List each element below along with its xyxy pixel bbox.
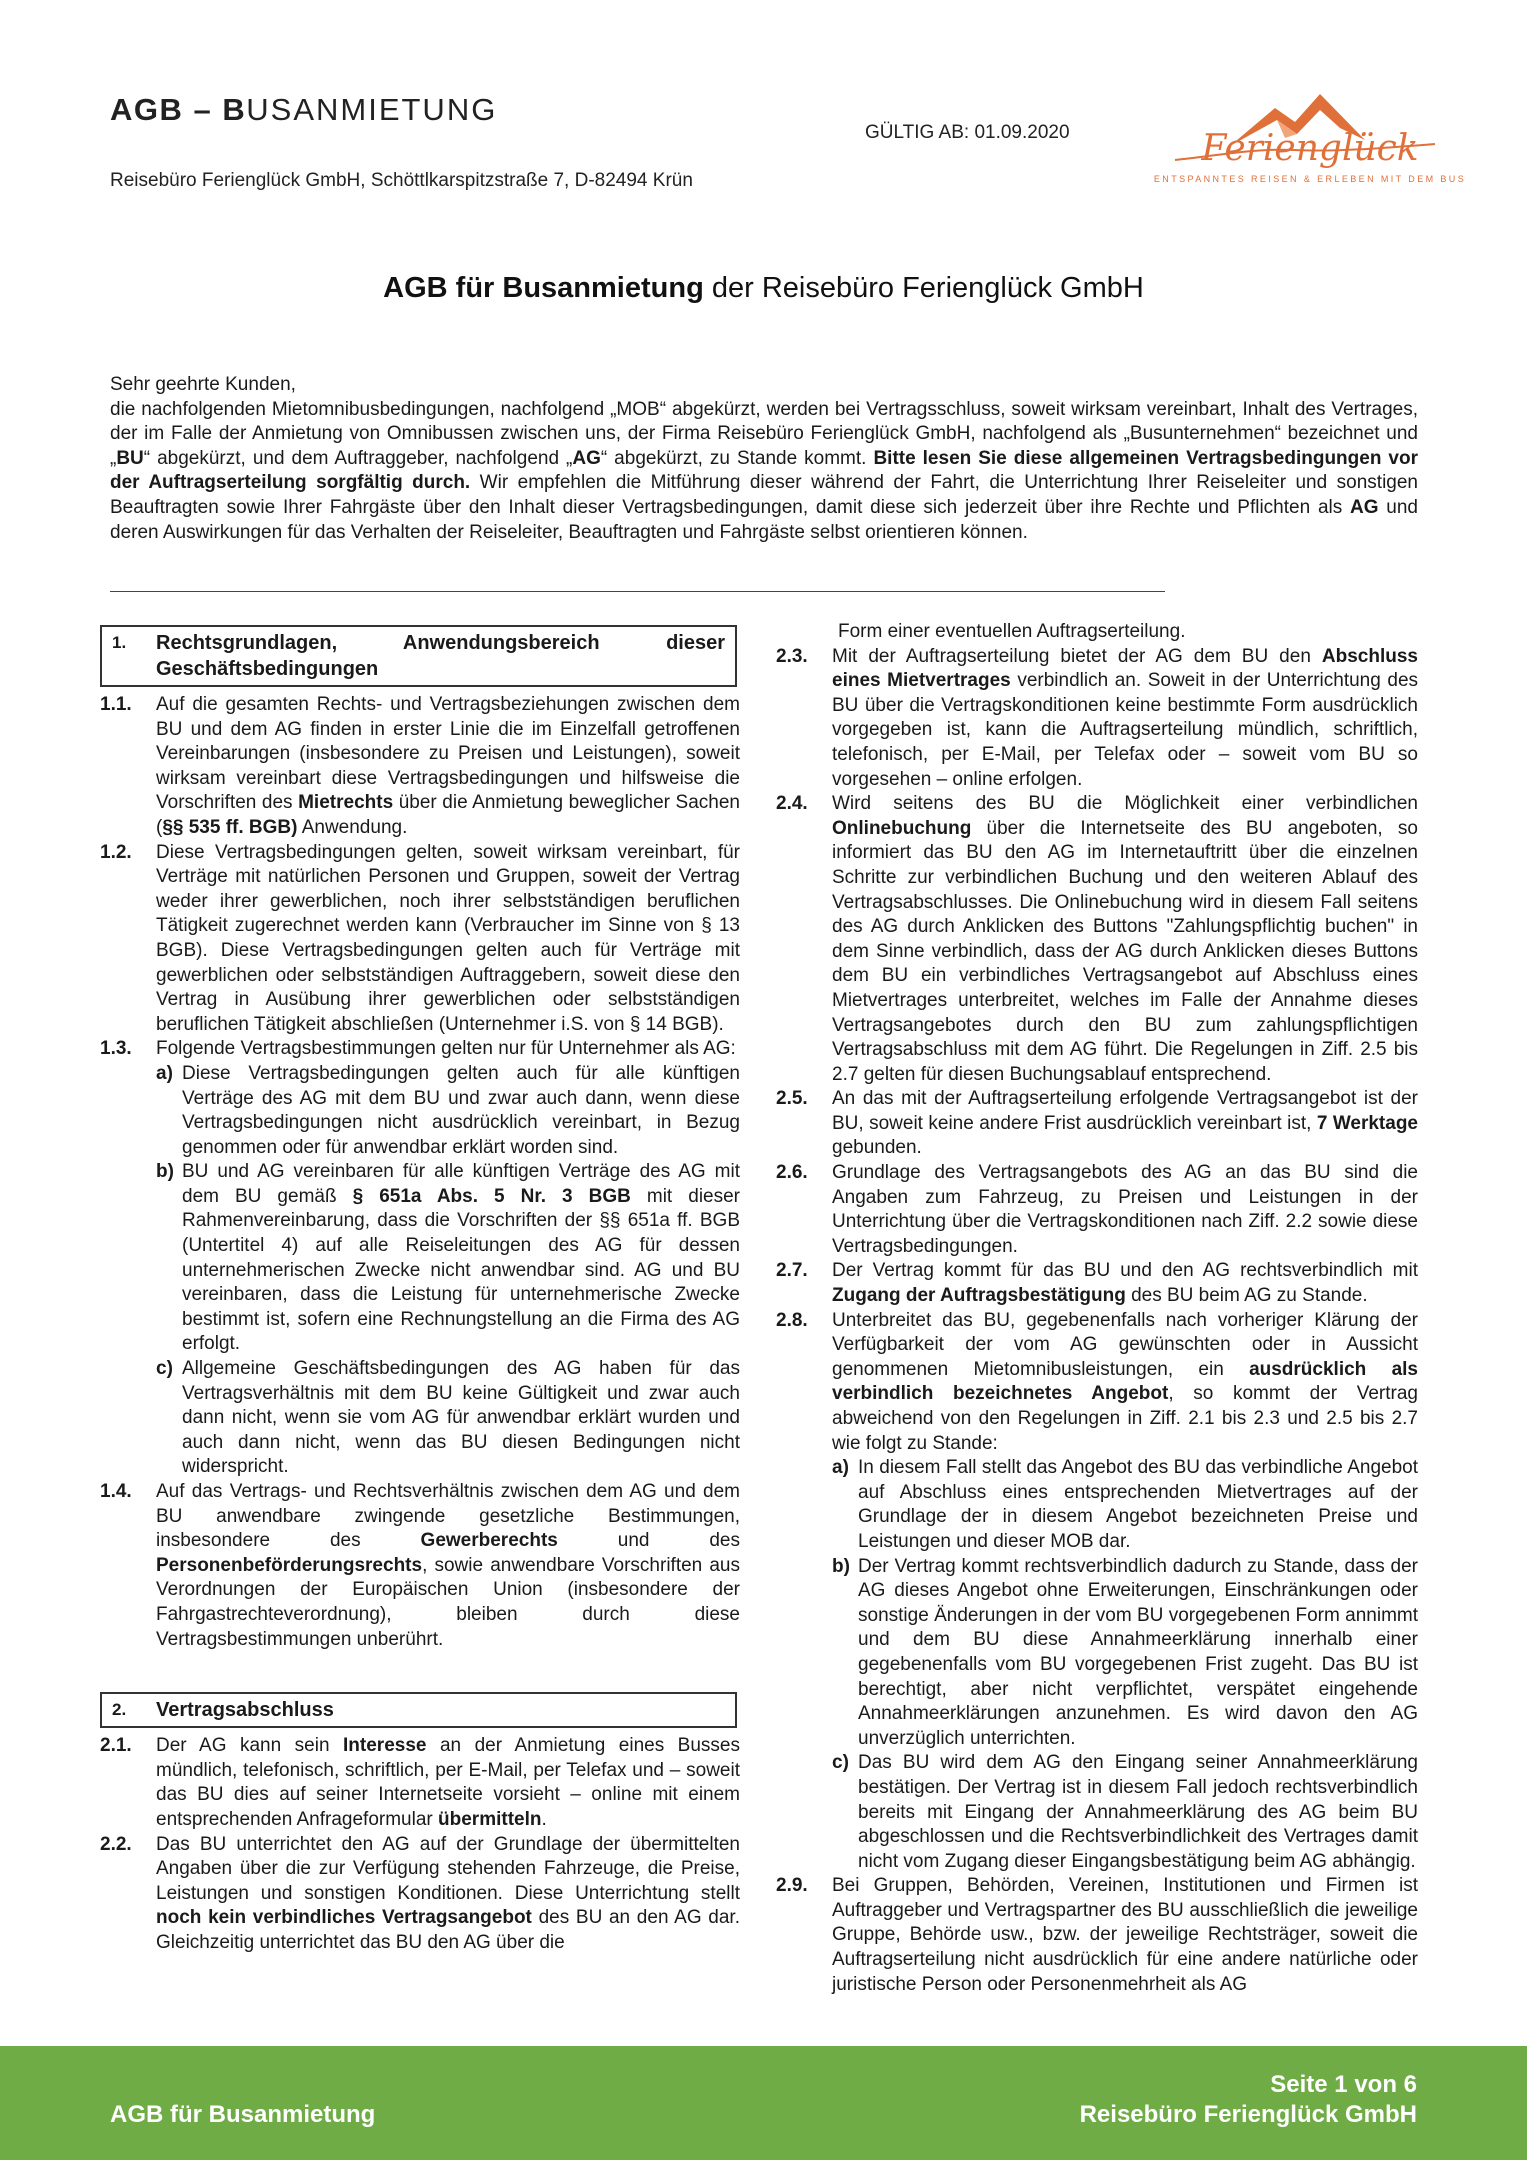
document-title <box>0 272 1527 305</box>
document-title-rest: der Reisebüro Ferienglück GmbH <box>703 272 1144 304</box>
section-title: Vertragsabschluss <box>156 1699 334 1722</box>
page-number: Seite 1 von 6 <box>1270 2071 1417 2098</box>
left-column <box>100 625 740 1956</box>
clause-1-4: 1.4. Auf das Vertrags- und Rechtsverhältnis zwischen dem AG und dem BU anwendbare zwingende gesetzliche Bestimmungen, insbesondere des Gewerberechts und des Personenbeförderungsrechts, sowie anwendbare Vorschriften aus Verordnungen der Europäischen Union (insbesondere der Fahrgastrechteverordnung), bleiben durch diese Vertragsbestimmungen unberührt. <box>100 1481 740 1650</box>
clause-2-6: 2.6. Grundlage des Vertragsangebots des AG an das BU sind die Angaben zum Fahrzeug, zu Preisen und Leistungen in der Unterrichtung über die Vertragskonditionen nach Ziff. 2.2 sowie diese Vertragsbedingungen. <box>776 1162 1418 1257</box>
clause-2-4: 2.4. Wird seitens des BU die Möglichkeit einer verbindlichen Onlinebuchung über die Internetseite des BU angeboten, so informiert das BU den AG im Internetauftritt über die einzelnen Schritte zur verbindlichen Buchung und den weiteren Ablauf des Vertragsabschlusses. Die Onlinebuchung wird in diesem Fall seitens des AG durch Anklicken des Buttons "Zahlungspflichtig buchen" in dem Sinne verbindlich, dass der AG durch Anklicken dieses Buttons dem BU ein verbindliches Vertragsangebot auf Abschluss eines Mietvertrages unterbreitet, welches im Falle der Annahme dieses Vertragsangebotes durch den BU zum zahlungspflichtigen Vertragsabschluss mit dem AG führt. Die Regelungen in Ziff. 2.5 bis 2.7 gelten für diesen Buchungsablauf entsprechend. <box>776 793 1418 1085</box>
clause-2-3: 2.3. Mit der Auftragserteilung bietet der AG dem BU den Abschluss eines Mietvertrages verbindlich an. Soweit in der Unterrichtung des BU über die Vertragskonditionen keine bestimmte Form ausdrücklich vorgegeben ist, kann die Auftragserteilung mündlich, schriftlich, telefonisch, per E-Mail, per Telefax oder – soweit vom BU so vorgesehen – online erfolgen. <box>776 645 1419 790</box>
clause-2-8-b: b) Der Vertrag kommt rechtsverbindlich dadurch zu Stande, dass der AG dieses Angebot ohne Erweiterungen, Einschränkungen oder sonstige Änderungen in der vom BU vorgegebenen Form annimmt und dem BU diese Annahmeerklärung innerhalb einer gegebenenfalls vom BU vorgegebenen Frist zugeht. Das BU ist berechtigt, aber nicht verpflichtet, verspätet eingehende Annahmeerklärungen anzunehmen. Es wird davon den AG unverzüglich unterrichten. <box>832 1555 1418 1749</box>
clause-2-8-c: c) Das BU wird dem AG den Eingang seiner Annahmeerklärung bestätigen. Der Vertrag ist in diesem Fall jedoch rechtsverbindlich bereits mit Eingang der Annahmeerklärung des AG beim BU abgeschlossen und die Rechtsverbindlichkeit des Vertrages damit nicht vom Zugang dieser Eingangsbestätigung beim AG abhängig. <box>832 1752 1418 1872</box>
intro-text <box>110 373 1418 545</box>
clause-1-2: 1.2. Diese Vertragsbedingungen gelten, soweit wirksam vereinbart, für Verträge mit natürlichen Personen und Gruppen, soweit der Vertrag weder ihrer gewerblichen, noch ihrer selbstständigen beruflichen Tätigkeit zugerechnet werden kann (Verbraucher im Sinne von § 13 BGB). Diese Vertragsbedingungen gelten auch für Verträge mit gewerblichen oder selbstständigen Auftraggebern, soweit diese den Vertrag in Ausübung ihrer gewerblichen oder selbstständigen beruflichen Tätigkeit abschließen (Unternehmer i.S. von § 14 BGB). <box>100 841 740 1035</box>
logo-script-text: Ferienglück <box>1201 128 1419 169</box>
clause-2-2-continuation: Form einer eventuellen Auftragserteilung. <box>838 621 1186 642</box>
clause-2-8: 2.8. Unterbreitet das BU, gegebenenfalls nach vorheriger Klärung der Verfügbarkeit der vom AG gewünschten oder in Aussicht genommenen Mietomnibusleistungen, ein ausdrücklich als verbindlich bezeichnetes Angebot, so kommt der Vertrag abweichend von den Regelungen in Ziff. 2.1 bis 2.3 und 2.5 bis 2.7 wie folgt zu Stande: <box>776 1309 1418 1454</box>
section-title: Rechtsgrundlagen, Anwendungsbereich dieser Geschäftsbedingungen <box>156 632 725 680</box>
header-title-prefix: AGB – B <box>110 92 247 127</box>
clause-2-7: 2.7. Der Vertrag kommt für das BU und den AG rechtsverbindlich mit Zugang der Auftragsbestätigung des BU beim AG zu Stande. <box>776 1260 1418 1307</box>
section-number: 2. <box>112 1700 127 1720</box>
company-logo <box>1135 88 1485 193</box>
clause-2-2: 2.2. Das BU unterrichtet den AG auf der Grundlage der übermittelten Angaben über die zur Verfügung stehenden Fahrzeuge, die Preise, Leistungen und sonstigen Konditionen. Diese Unterrichtung stellt noch kein verbindliches Vertragsangebot des BU an den AG dar. Gleichzeitig unterrichtet das BU den AG über die <box>100 1833 740 1953</box>
clause-1-3-b: b) BU und AG vereinbaren für alle künftigen Verträge des AG mit dem BU gemäß § 651a Abs. 5 Nr. 3 BGB mit dieser Rahmenvereinbarung, dass die Vorschriften der §§ 651a ff. BGB (Untertitel 4) auf alle Reiseleitungen des AG für dessen unternehmerischen Zwecke nicht anwendbar sind. AG und BU vereinbaren, dass die Leistung für unternehmerische Zwecke bestimmt ist, sofern eine Rechnungstellung an die Firma des AG erfolgt. <box>156 1161 740 1355</box>
footer-company: Reisebüro Ferienglück GmbH <box>1079 2101 1417 2128</box>
clause-1-3-a: a) Diese Vertragsbedingungen gelten auch für alle künftigen Verträge des AG mit dem BU und zwar auch dann, wenn diese Vertragsbedingungen nicht ausdrücklich vereinbart, in Bezug genommen oder für anwendbar erklärt worden sind. <box>156 1062 740 1158</box>
section-1-heading <box>100 625 737 687</box>
clause-2-9: 2.9. Bei Gruppen, Behörden, Vereinen, Institutionen und Firmen ist Auftraggeber und Vertragspartner des BU ausschließlich die jeweilige Gruppe, Behörde usw., bzw. der jeweilige Rechtsträger, soweit die Auftragserteilung nicht ausdrücklich für eine andere natürliche oder juristische Person oder Personenmehrheit als AG <box>776 1875 1418 1995</box>
clause-1-1: 1.1. Auf die gesamten Rechts- und Vertragsbeziehungen zwischen dem BU und dem AG finden in erster Linie die im Einzelfall getroffenen Vereinbarungen (insbesondere zu Preisen und Leistungen), soweit wirksam vereinbart diese Vertragsbedingungen und hilfsweise die Vorschriften des Mietrechts über die Anmietung beweglicher Sachen (§§ 535 ff. BGB) Anwendung. <box>100 694 740 838</box>
header-title-smallcaps: USANMIETUNG <box>246 92 498 127</box>
clause-2-1: 2.1. Der AG kann sein Interesse an der Anmietung eines Busses mündlich, telefonisch, schriftlich, per E-Mail, per Telefax und – soweit das BU dies auf seiner Internetseite vorsieht – online mit einem entsprechenden Anfrageformular übermitteln. <box>100 1735 740 1830</box>
header-title <box>110 92 497 128</box>
clause-1-3: 1.3. Folgende Vertragsbestimmungen gelten nur für Unternehmer als AG: <box>100 1038 736 1060</box>
intro-paragraph: die nachfolgenden Mietomnibusbedingungen, nachfolgend „MOB“ abgekürzt, werden bei Vertragsschluss, soweit wirksam vereinbart, Inhalt des Vertrages, der im Falle der Anmietung von Omnibussen zwischen uns, der Firma Reisebüro Ferienglück GmbH, nachfolgend als „Busunternehmen“ bezeichnet und „BU“ abgekürzt, und dem Auftraggeber, nachfolgend „AG“ abgekürzt, zu Stande kommt. Bitte lesen Sie diese allgemeinen Vertragsbedingungen vor der Auftragserteilung sorgfältig durch. Wir empfehlen die Mitführung dieser während der Fahrt, die Unterrichtung Ihrer Reiseleiter und sonstigen Beauftragten sowie Ihrer Fahrgäste über den Inhalt dieser Vertragsbedingungen, damit diese sich jederzeit über ihre Rechte und Pflichten als AG und deren Auswirkungen für das Verhalten der Reiseleiter, Beauftragten und Fahrgäste selbst orientieren können. <box>110 398 1418 543</box>
document-title-bold: AGB für Busanmietung <box>383 272 704 304</box>
header-address: Reisebüro Ferienglück GmbH, Schöttlkarspitzstraße 7, D-82494 Krün <box>110 170 693 191</box>
section-number: 1. <box>112 633 127 652</box>
divider-line <box>110 591 1165 592</box>
logo-tagline: ENTSPANNTES REISEN & ERLEBEN MIT DEM BUS <box>1153 174 1467 184</box>
intro-greeting: Sehr geehrte Kunden, <box>110 374 296 395</box>
valid-from: GÜLTIG AB: 01.09.2020 <box>865 122 1070 143</box>
right-column <box>776 620 1418 1997</box>
clause-2-8-a: a) In diesem Fall stellt das Angebot des BU das verbindliche Angebot auf Abschluss eines entsprechenden Mietvertrages auf der Grundlage der in diesem Angebot bezeichneten Preise und Leistungen und dieser MOB dar. <box>832 1457 1418 1552</box>
clause-2-5: 2.5. An das mit der Auftragserteilung erfolgende Vertragsangebot ist der BU, soweit keine andere Frist ausdrücklich vereinbart ist, 7 Werktage gebunden. <box>776 1088 1419 1159</box>
footer-title: AGB für Busanmietung <box>110 2101 376 2128</box>
clause-1-3-c: c) Allgemeine Geschäftsbedingungen des AG haben für das Vertragsverhältnis mit dem BU keine Gültigkeit und zwar auch dann nicht, wenn sie vom AG für anwendbar erklärt wurden und auch dann nicht, wenn das BU diesen Bedingungen nicht widerspricht. <box>156 1358 740 1478</box>
section-2-heading <box>100 1692 737 1728</box>
